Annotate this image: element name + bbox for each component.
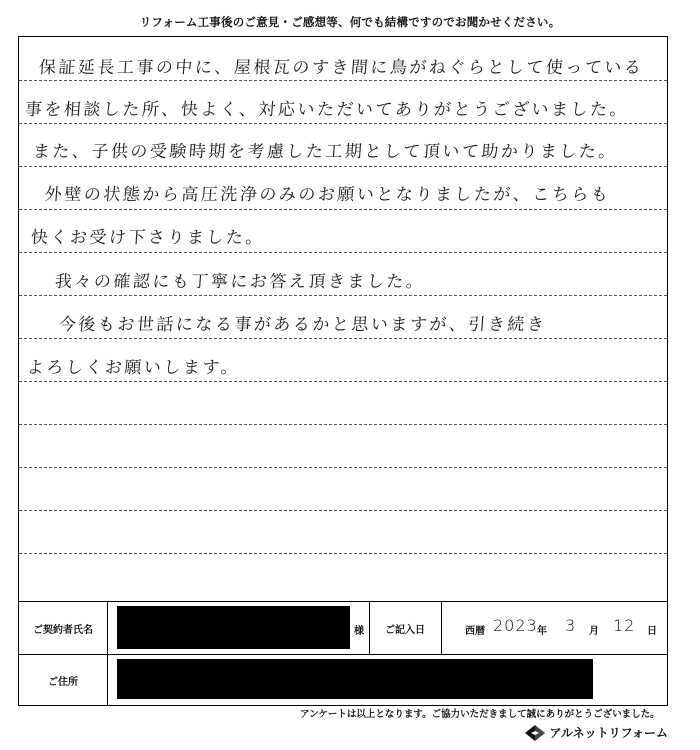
form-title: リフォーム工事後のご意見・ご感想等、何でも結構ですのでお聞かせください。 [139, 15, 561, 29]
handwritten-line: 保証延長工事の中に、屋根瓦のすき間に鳥がねぐらとして使っている [38, 58, 645, 78]
ruled-line [19, 424, 667, 425]
contact-info-table [19, 601, 667, 706]
contractor-row [19, 602, 667, 655]
redacted-contractor-name [117, 606, 350, 649]
handwritten-line: よろしくお願いします。 [26, 358, 241, 378]
day-unit: 日 [647, 626, 657, 637]
ruled-line [19, 80, 667, 81]
redacted-address [117, 659, 593, 699]
brand-mark-icon [525, 725, 545, 741]
handwritten-line: 今後もお世話になる事があるかと思いますが、引き続き [58, 315, 548, 335]
entry-date-label: ご記入日 [385, 624, 425, 636]
ruled-line [19, 381, 667, 382]
year-unit: 年 [537, 626, 547, 637]
divider [107, 654, 108, 706]
footer-thanks-note: アンケートは以上となります。ご協力いただきまして誠にありがとうございました。 [300, 709, 660, 720]
ruled-line [19, 295, 667, 296]
ruled-line [19, 209, 667, 210]
month-value: 3 [565, 616, 577, 635]
ruled-line [19, 338, 667, 339]
address-row [19, 654, 667, 706]
ruled-line [19, 553, 667, 554]
honorific-label: 様 [354, 626, 364, 637]
handwritten-line: 快くお受け下さりました。 [30, 228, 266, 248]
year-value: 2023 [493, 616, 538, 635]
handwritten-line: また、子供の受験時期を考慮した工期として頂いて助かりました。 [32, 142, 619, 162]
handwritten-line: 外壁の状態から高圧洗浄のみのお願いとなりましたが、こちらも [44, 185, 612, 205]
handwritten-line: 事を相談した所、快よく、対応いただいてありがとうございました。 [24, 100, 630, 120]
brand-name: アルネットリフォーム [549, 726, 668, 740]
survey-form [18, 36, 668, 706]
address-label: ご住所 [48, 676, 78, 688]
month-unit: 月 [589, 626, 599, 637]
brand-logo-block [525, 724, 668, 741]
ruled-line [19, 123, 667, 124]
ruled-line [19, 467, 667, 468]
ruled-line [19, 252, 667, 253]
divider [107, 602, 108, 654]
contractor-name-label: ご契約者氏名 [33, 624, 93, 636]
era-label: 西暦 [465, 626, 485, 637]
handwritten-line: 我々の確認にも丁寧にお答え頂きました。 [54, 272, 427, 292]
day-value: 12 [613, 616, 636, 635]
divider [441, 602, 442, 654]
ruled-line [19, 166, 667, 167]
ruled-line [19, 510, 667, 511]
